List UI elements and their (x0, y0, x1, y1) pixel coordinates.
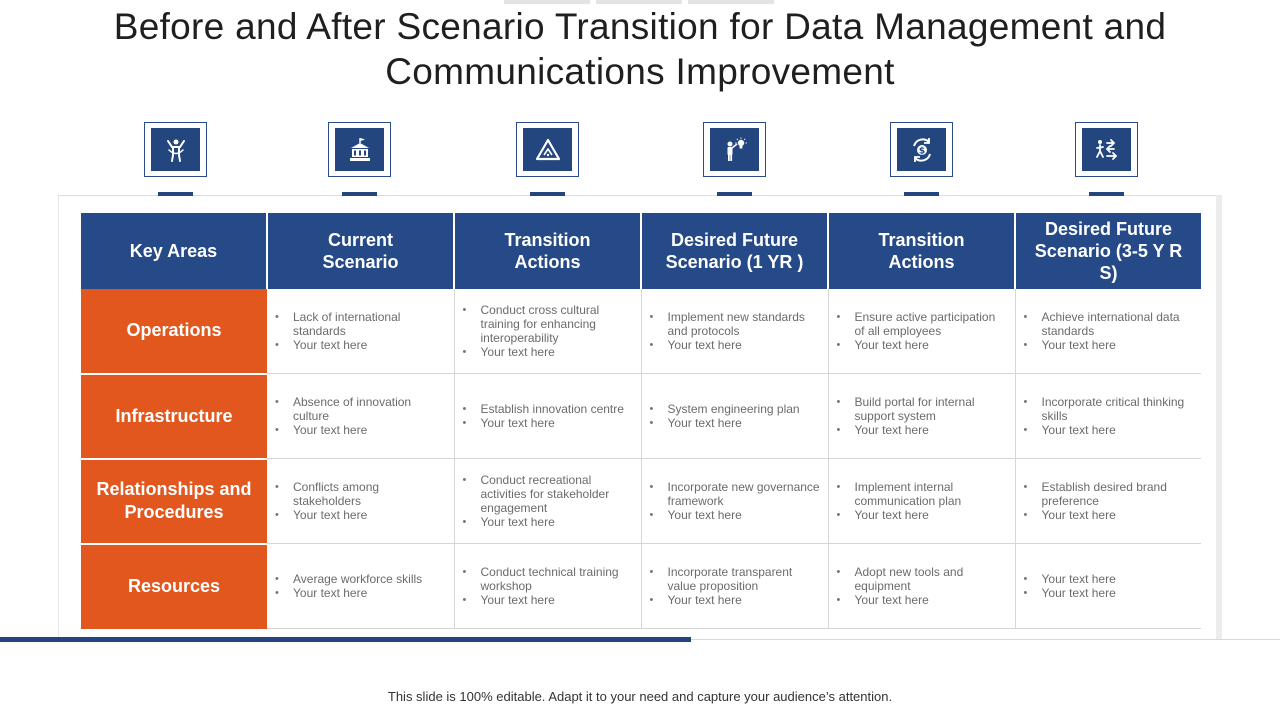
table-row (81, 289, 1201, 374)
bullet-item: • Incorporate critical thinking skills (1024, 395, 1196, 423)
bullet-item: • Implement internal communication plan (837, 480, 1009, 508)
bullet-item: • Establish innovation centre (463, 402, 635, 416)
table-cell (828, 544, 1015, 629)
bullet-item: • Achieve international data standards (1024, 310, 1196, 338)
icon-box-2 (328, 122, 391, 177)
svg-text:$: $ (918, 146, 925, 156)
bullet-item: • Conduct cross cultural training for enhancing interoperability (463, 303, 635, 345)
bullet-item: • Conduct recreational activities for stakeholder engagement (463, 473, 635, 515)
icon-box-3 (516, 122, 579, 177)
table-row (81, 374, 1201, 459)
icon-box-6 (1075, 122, 1138, 177)
table-cell (828, 289, 1015, 374)
bullet-item: • Implement new standards and protocols (650, 310, 822, 338)
scenario-table (81, 213, 1201, 629)
bullet-item: • Your text here (837, 593, 1009, 607)
bullet-item: • Your text here (275, 338, 448, 352)
icon-tab-5 (904, 192, 939, 196)
building-icon (347, 137, 373, 163)
bullet-item: • Lack of international standards (275, 310, 448, 338)
header-desired-future-3-5yrs: Desired Future Scenario (3-5 Y R S) (1015, 213, 1201, 289)
warning-triangle-icon (535, 137, 561, 163)
bullet-item: • Conflicts among stakeholders (275, 480, 448, 508)
bullet-item: • Your text here (1024, 572, 1196, 586)
bullet-item: • Your text here (650, 593, 822, 607)
table-cell (641, 544, 828, 629)
bullet-item: • Your text here (463, 593, 635, 607)
bullet-item: • Your text here (837, 423, 1009, 437)
bullet-item: • System engineering plan (650, 402, 822, 416)
row-area-label: Relationships and Procedures (81, 459, 267, 544)
footer-note: This slide is 100% editable. Adapt it to your need and capture your audience’s attention. (387, 689, 893, 704)
header-current-scenario: Current Scenario (267, 213, 454, 289)
bullet-item: • Your text here (463, 515, 635, 529)
row-area-label: Operations (81, 289, 267, 374)
table-cell (1015, 544, 1201, 629)
dollar-cycle-icon (908, 136, 936, 164)
icon-box-5 (890, 122, 953, 177)
bullet-item: • Your text here (1024, 338, 1196, 352)
icon-box-4 (703, 122, 766, 177)
table-cell (454, 544, 641, 629)
bullet-item: • Your text here (650, 416, 822, 430)
bullet-item: • Your text here (275, 586, 448, 600)
bullet-item: • Conduct technical training workshop (463, 565, 635, 593)
bullet-item: • Your text here (837, 508, 1009, 522)
table-cell (267, 544, 454, 629)
table-row (81, 459, 1201, 544)
bullet-item: • Incorporate transparent value proposition (650, 565, 822, 593)
bullet-item: • Your text here (1024, 586, 1196, 600)
table-cell (267, 459, 454, 544)
icon-tab-6 (1089, 192, 1124, 196)
table-cell (454, 459, 641, 544)
person-stretch-icon (163, 137, 189, 163)
bullet-item: • Absence of innovation culture (275, 395, 448, 423)
header-key-areas: Key Areas (81, 213, 267, 289)
table-cell (267, 374, 454, 459)
workflow-icon (1094, 137, 1120, 163)
table-cell (641, 289, 828, 374)
header-transition-actions-1: Transition Actions (454, 213, 641, 289)
bullet-item: • Establish desired brand preference (1024, 480, 1196, 508)
table-cell (454, 374, 641, 459)
icon-box-1 (144, 122, 207, 177)
table-cell (267, 289, 454, 374)
table-cell (1015, 459, 1201, 544)
table-cell (641, 459, 828, 544)
row-area-label: Resources (81, 544, 267, 629)
icon-tab-4 (717, 192, 752, 196)
bullet-item: • Ensure active participation of all employees (837, 310, 1009, 338)
person-idea-icon (722, 137, 748, 163)
table-header-row (81, 213, 1201, 289)
header-transition-actions-2: Transition Actions (828, 213, 1015, 289)
bullet-item: • Your text here (837, 338, 1009, 352)
bullet-item: • Your text here (650, 508, 822, 522)
bullet-item: • Build portal for internal support system (837, 395, 1009, 423)
table-cell (1015, 289, 1201, 374)
icon-tab-1 (158, 192, 193, 196)
icon-tab-2 (342, 192, 377, 196)
table-row (81, 544, 1201, 629)
table-cell (641, 374, 828, 459)
progress-accent-bar (0, 637, 691, 642)
table-cell (1015, 374, 1201, 459)
table-cell (828, 374, 1015, 459)
bullet-item: • Your text here (275, 508, 448, 522)
table-cell (454, 289, 641, 374)
panel-shadow (1216, 195, 1222, 640)
bullet-item: • Your text here (1024, 423, 1196, 437)
header-desired-future-1yr: Desired Future Scenario (1 YR ) (641, 213, 828, 289)
table-cell (828, 459, 1015, 544)
bullet-item: • Your text here (1024, 508, 1196, 522)
bullet-item: • Your text here (463, 416, 635, 430)
bullet-item: • Adopt new tools and equipment (837, 565, 1009, 593)
row-area-label: Infrastructure (81, 374, 267, 459)
bullet-item: • Incorporate new governance framework (650, 480, 822, 508)
bullet-item: • Average workforce skills (275, 572, 448, 586)
icon-tab-3 (530, 192, 565, 196)
bullet-item: • Your text here (650, 338, 822, 352)
bullet-item: • Your text here (463, 345, 635, 359)
bullet-item: • Your text here (275, 423, 448, 437)
page-title: Before and After Scenario Transition for Data Management and Communications Improvement (113, 6, 1167, 92)
